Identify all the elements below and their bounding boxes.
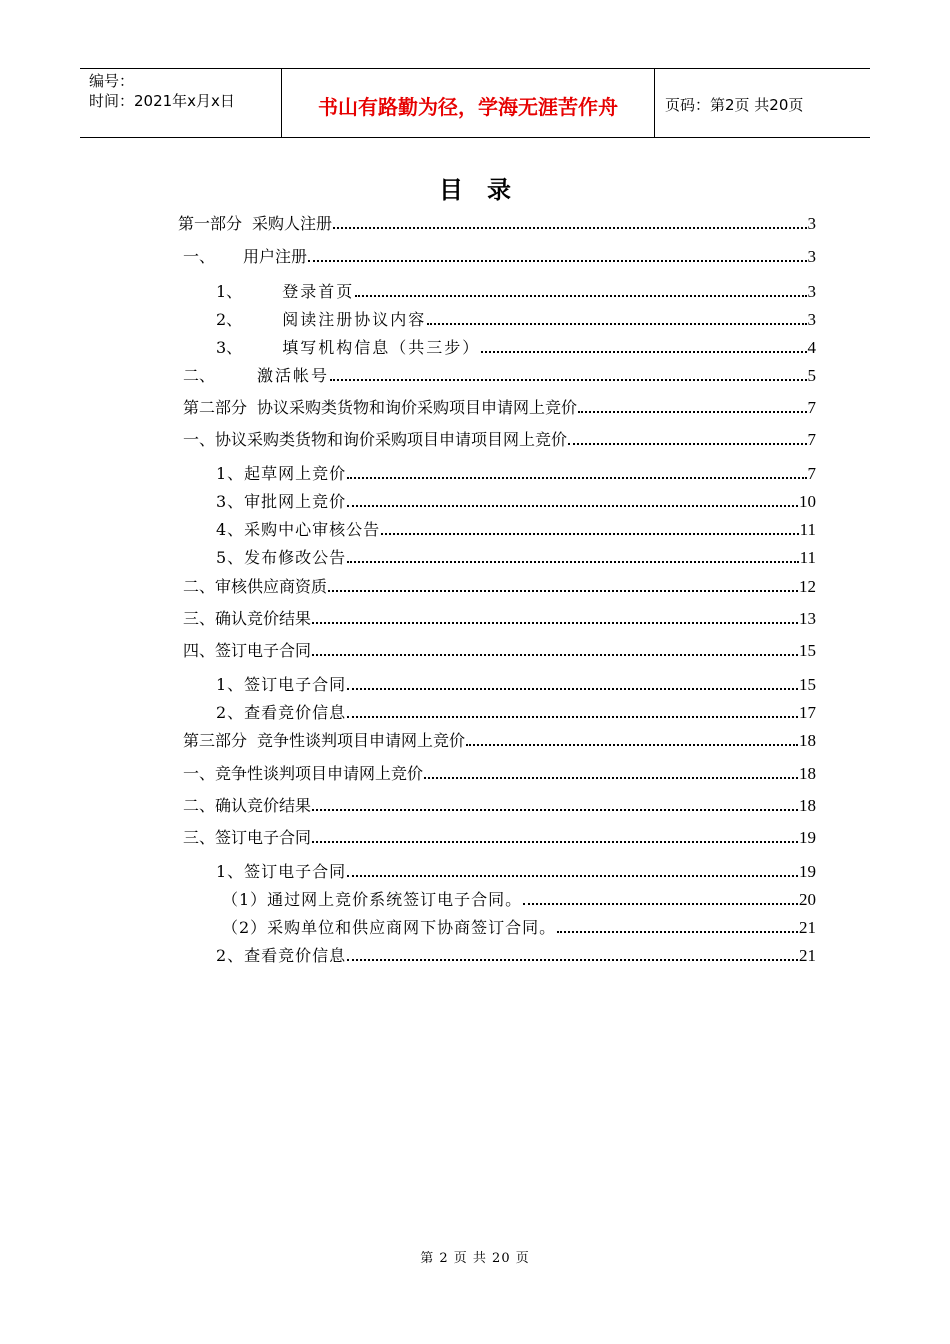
toc-entry-label: 填写机构信息（共三步）: [282, 338, 481, 357]
toc-entry-page: 18: [799, 796, 816, 815]
toc-entry-number: 第二部分: [183, 398, 248, 417]
toc-entry-page: 18: [799, 731, 816, 750]
toc-entry-page: 21: [799, 918, 816, 937]
toc-entry[interactable]: [183, 639, 816, 661]
toc-dot-leader: [347, 477, 806, 479]
motto-text: 书山有路勤为径，学海无涯苦作舟: [318, 94, 618, 119]
toc-entry[interactable]: [183, 762, 816, 784]
toc-dot-leader: [312, 841, 798, 843]
toc-dot-leader: [381, 533, 798, 535]
toc-title: 目录: [439, 176, 535, 204]
toc-entry[interactable]: [216, 490, 816, 512]
toc-entry[interactable]: [183, 794, 816, 816]
toc-dot-leader: [330, 379, 806, 381]
toc-dot-leader: [568, 443, 806, 445]
toc-entry-number: 1、: [216, 282, 243, 301]
page-info-text: 页码：第2页 共20页: [665, 95, 804, 114]
toc-entry[interactable]: [216, 944, 816, 966]
toc-entry[interactable]: [183, 575, 816, 597]
toc-entry[interactable]: [216, 701, 816, 723]
toc-entry-page: 20: [799, 890, 816, 909]
toc-entry-label: 四、签订电子合同: [183, 641, 312, 660]
toc-dot-leader: [312, 622, 798, 624]
toc-entry-number: 一、: [183, 247, 216, 266]
toc-entry[interactable]: [183, 826, 816, 848]
toc-entry-page: 11: [799, 520, 816, 539]
toc-entry-page: 3: [807, 282, 816, 301]
toc-entry-page: 19: [799, 828, 816, 847]
toc-dot-leader: [424, 777, 798, 779]
toc-entry-label: 1、签订电子合同: [216, 862, 347, 881]
toc-entry-label: 4、采购中心审核公告: [216, 520, 381, 539]
toc-entry-page: 5: [807, 366, 816, 385]
toc-dot-leader: [312, 809, 798, 811]
toc-entry-label: 1、起草网上竞价: [216, 464, 347, 483]
toc-entry-label: 三、签订电子合同: [183, 828, 312, 847]
toc-entry-page: 3: [807, 214, 816, 233]
number-label: 编号：: [89, 72, 135, 90]
toc-entry-number: 2、: [216, 310, 243, 329]
toc-entry[interactable]: [216, 280, 816, 302]
toc-entry-page: 7: [807, 464, 816, 483]
toc-entry-label: 竞争性谈判项目申请网上竞价: [257, 731, 466, 750]
toc-entry-label: 登录首页: [282, 282, 355, 301]
toc-entry-page: 15: [799, 641, 816, 660]
toc-entry-page: 4: [807, 338, 816, 357]
toc-entry-label: （2）采购单位和供应商网下协商签订合同。: [222, 918, 557, 937]
toc-entry-page: 18: [799, 764, 816, 783]
toc-dot-leader: [347, 688, 798, 690]
page-footer: 第 2 页 共 20 页: [420, 1251, 530, 1266]
toc-entry[interactable]: [178, 212, 816, 234]
toc-entry-page: 3: [807, 247, 816, 266]
toc-entry-number: 二、: [183, 366, 216, 385]
toc-entry-label: 二、审核供应商资质: [183, 577, 328, 596]
toc-entry[interactable]: [216, 546, 816, 568]
toc-entry[interactable]: [183, 729, 816, 751]
toc-entry-label: 二、确认竞价结果: [183, 796, 312, 815]
toc-entry-number: 第三部分: [183, 731, 248, 750]
toc-entry-label: 三、确认竞价结果: [183, 609, 312, 628]
toc-entry-label: 激活帐号: [257, 366, 330, 385]
page-info-cell: [655, 69, 870, 137]
toc-entry[interactable]: [216, 308, 816, 330]
toc-entry[interactable]: [183, 396, 816, 418]
toc-entry-label: 一、竞争性谈判项目申请网上竞价: [183, 764, 424, 783]
toc-entry[interactable]: [216, 860, 816, 882]
toc-entry-page: 13: [799, 609, 816, 628]
toc-entry-page: 3: [807, 310, 816, 329]
toc-entry-page: 7: [807, 430, 816, 449]
toc-dot-leader: [557, 931, 798, 933]
toc-dot-leader: [523, 903, 798, 905]
toc-dot-leader: [328, 590, 798, 592]
toc-dot-leader: [578, 411, 806, 413]
toc-entry-label: 3、审批网上竞价: [216, 492, 347, 511]
motto-cell: [282, 69, 655, 137]
toc-dot-leader: [312, 654, 798, 656]
toc-dot-leader: [347, 561, 798, 563]
toc-entry-label: 2、查看竞价信息: [216, 703, 347, 722]
toc-entry-label: 2、查看竞价信息: [216, 946, 347, 965]
toc-dot-leader: [347, 959, 798, 961]
toc-entry-label: 用户注册: [243, 247, 308, 266]
toc-entry[interactable]: [183, 428, 816, 450]
toc-entry[interactable]: [222, 888, 816, 910]
toc-entry-number: 3、: [216, 338, 243, 357]
toc-entry[interactable]: [183, 245, 816, 267]
toc-entry-label: 5、发布修改公告: [216, 548, 347, 567]
toc-entry-label: 协议采购类货物和询价采购项目申请网上竞价: [257, 398, 578, 417]
toc-dot-leader: [308, 260, 806, 262]
toc-entry-label: （1）通过网上竞价系统签订电子合同。: [222, 890, 523, 909]
toc-dot-leader: [466, 744, 798, 746]
toc-entry[interactable]: [216, 673, 816, 695]
toc-entry[interactable]: [216, 462, 816, 484]
toc-entry-page: 15: [799, 675, 816, 694]
toc-entry[interactable]: [216, 336, 816, 358]
toc-dot-leader: [347, 875, 798, 877]
toc-entry-page: 12: [799, 577, 816, 596]
toc-entry-label: 采购人注册: [252, 214, 333, 233]
toc-entry-page: 10: [799, 492, 816, 511]
time-label: 时间：2021年x月x日: [89, 92, 235, 110]
toc-dot-leader: [347, 716, 798, 718]
toc-dot-leader: [333, 227, 806, 229]
toc-entry-page: 19: [799, 862, 816, 881]
toc-dot-leader: [427, 323, 806, 325]
toc-entry-page: 11: [799, 548, 816, 567]
toc-entry-label: 1、签订电子合同: [216, 675, 347, 694]
toc-entry-page: 21: [799, 946, 816, 965]
header-meta-cell: [80, 69, 282, 137]
toc-dot-leader: [481, 351, 806, 353]
toc-dot-leader: [355, 295, 806, 297]
page-header: [80, 68, 870, 138]
toc-entry-page: 7: [807, 398, 816, 417]
toc-dot-leader: [347, 505, 798, 507]
toc-entry-label: 阅读注册协议内容: [282, 310, 427, 329]
toc-entry-label: 一、协议采购类货物和询价采购项目申请项目网上竞价: [183, 430, 568, 449]
toc-entry[interactable]: [183, 364, 816, 386]
toc-entry-page: 17: [799, 703, 816, 722]
toc-entry[interactable]: [216, 518, 816, 540]
toc-entry-number: 第一部分: [178, 214, 243, 233]
toc-entry[interactable]: [222, 916, 816, 938]
toc-entry[interactable]: [183, 607, 816, 629]
